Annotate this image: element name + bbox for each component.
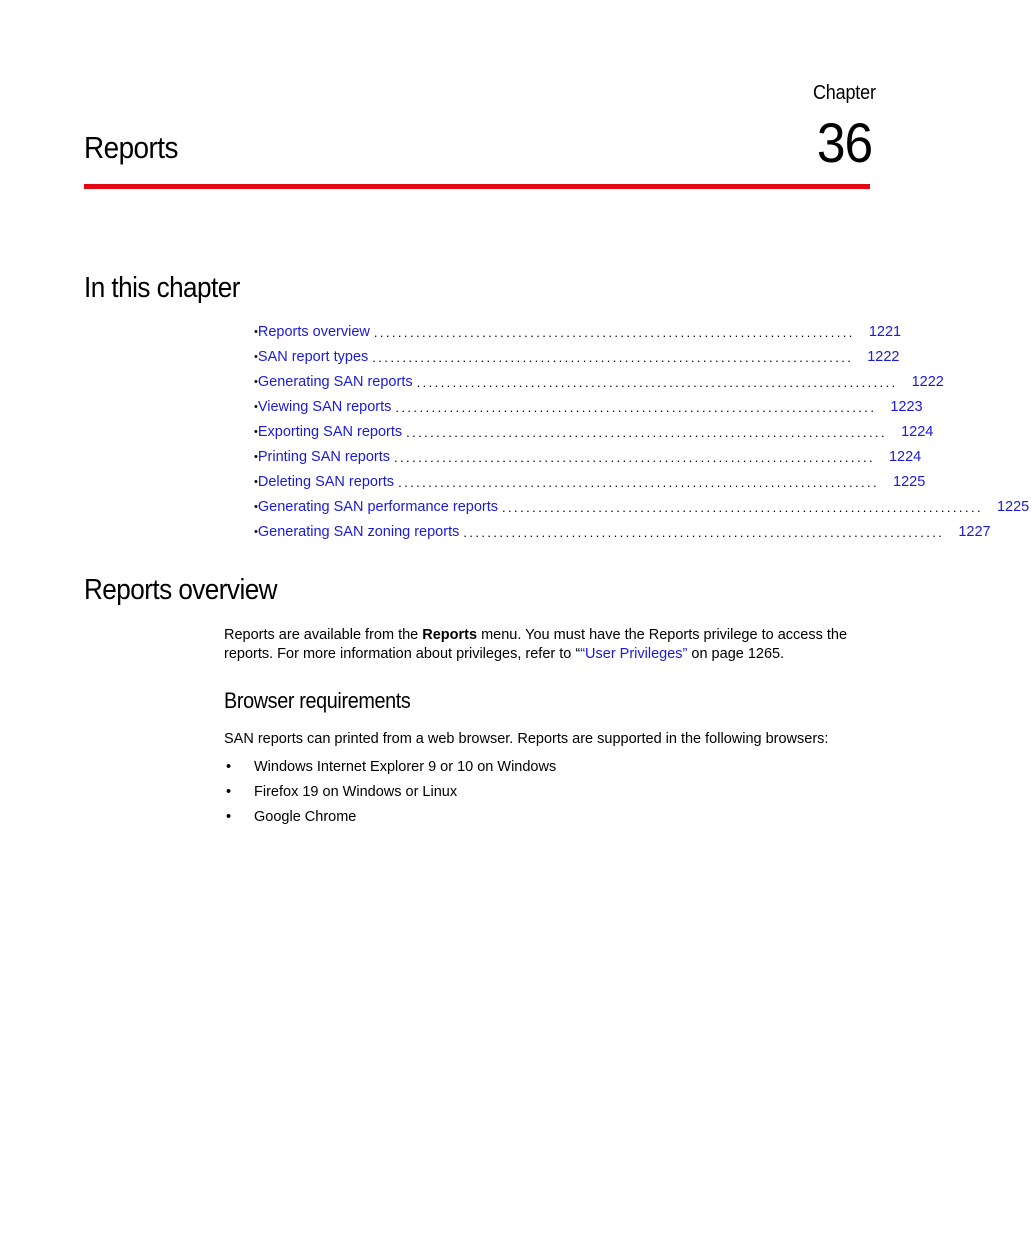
- toc-link[interactable]: Generating SAN reports: [257, 374, 413, 390]
- list-item-text: Firefox 19 on Windows or Linux: [254, 784, 458, 800]
- list-item: [224, 805, 824, 830]
- toc-bullet: •: [254, 451, 258, 463]
- chapter-title: Reports: [84, 130, 178, 165]
- toc-item[interactable]: [254, 320, 902, 345]
- reports-overview-paragraph: [224, 626, 864, 663]
- toc-page-link[interactable]: 1222: [867, 349, 900, 365]
- toc-link[interactable]: Reports overview: [257, 324, 370, 340]
- toc-item[interactable]: [254, 395, 923, 420]
- list-item-text: Windows Internet Explorer 9 or 10 on Windows: [254, 759, 557, 775]
- paragraph-text: menu. You must have the Reports privilege to access the reports. For more information about privileges, refer to “: [224, 627, 848, 662]
- list-item: [224, 780, 824, 805]
- chapter-rule: [84, 184, 870, 189]
- in-this-chapter-heading: In this chapter: [84, 272, 240, 304]
- toc-bullet: •: [254, 426, 258, 438]
- toc-page-link[interactable]: 1225: [996, 499, 1030, 515]
- toc-leader: ................................................................................: [394, 450, 875, 465]
- toc-leader: ................................................................................: [395, 400, 877, 415]
- toc-page-link[interactable]: 1224: [901, 424, 934, 440]
- toc-bullet: •: [254, 526, 258, 538]
- toc-item[interactable]: [254, 495, 1030, 520]
- toc-link[interactable]: Printing SAN reports: [257, 449, 391, 465]
- toc-page-link[interactable]: 1222: [911, 374, 944, 390]
- toc-item[interactable]: [254, 445, 922, 470]
- toc-item[interactable]: [254, 420, 934, 445]
- toc-bullet: •: [254, 326, 258, 338]
- user-privileges-link[interactable]: “User Privileges”: [580, 645, 688, 662]
- browser-requirements-intro: SAN reports can printed from a web browser. Reports are supported in the following browsers:: [224, 731, 829, 747]
- toc-link[interactable]: Deleting SAN reports: [257, 474, 395, 490]
- toc-bullet: •: [254, 351, 258, 363]
- toc-item[interactable]: [254, 470, 926, 495]
- reports-menu-name: Reports: [422, 627, 478, 643]
- toc-link[interactable]: SAN report types: [257, 349, 369, 365]
- toc-item[interactable]: [254, 370, 944, 395]
- browser-list: [224, 755, 824, 830]
- list-item: [224, 755, 824, 780]
- chapter-toc: [254, 320, 1030, 545]
- list-bullet: •: [226, 809, 232, 825]
- list-bullet: •: [226, 759, 232, 775]
- toc-bullet: •: [254, 376, 258, 388]
- toc-link[interactable]: Generating SAN zoning reports: [257, 524, 460, 540]
- reports-overview-heading: Reports overview: [84, 574, 277, 606]
- toc-item[interactable]: [254, 345, 900, 370]
- chapter-number: 36: [816, 111, 872, 174]
- toc-page-link[interactable]: 1224: [888, 449, 922, 465]
- toc-leader: ................................................................................: [502, 500, 983, 515]
- toc-bullet: •: [254, 401, 258, 413]
- toc-leader: ................................................................................: [398, 475, 880, 490]
- paragraph-text: on page 1265.: [687, 645, 785, 662]
- toc-item[interactable]: [254, 520, 991, 545]
- list-item-text: Google Chrome: [254, 809, 357, 825]
- toc-page-link[interactable]: 1225: [893, 474, 926, 490]
- toc-page-link[interactable]: 1227: [958, 524, 991, 540]
- toc-leader: ................................................................................: [416, 375, 898, 390]
- toc-bullet: •: [254, 501, 258, 513]
- toc-leader: ................................................................................: [463, 525, 945, 540]
- chapter-label: Chapter: [813, 82, 876, 104]
- toc-link[interactable]: Generating SAN performance reports: [257, 499, 499, 515]
- toc-link[interactable]: Viewing SAN reports: [257, 399, 392, 415]
- browser-requirements-heading: Browser requirements: [224, 688, 411, 713]
- toc-leader: ................................................................................: [372, 350, 854, 365]
- toc-page-link[interactable]: 1223: [890, 399, 923, 415]
- toc-leader: ................................................................................: [406, 425, 888, 440]
- toc-page-link[interactable]: 1221: [868, 324, 902, 340]
- toc-bullet: •: [254, 476, 258, 488]
- paragraph-text: Reports are available from the: [224, 627, 423, 643]
- toc-leader: ................................................................................: [373, 325, 855, 340]
- toc-link[interactable]: Exporting SAN reports: [257, 424, 403, 440]
- list-bullet: •: [226, 784, 232, 800]
